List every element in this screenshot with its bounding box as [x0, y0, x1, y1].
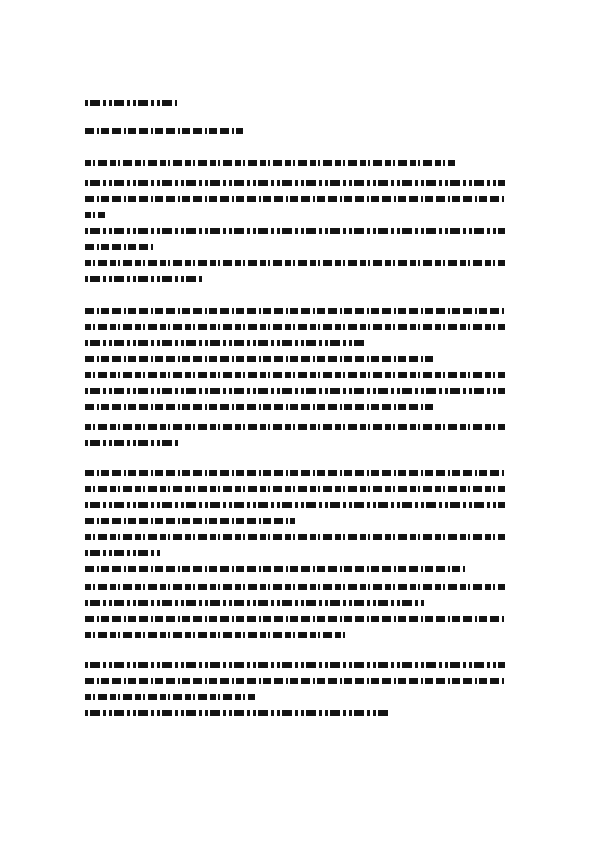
text-line	[85, 616, 505, 622]
text-line	[85, 632, 345, 638]
text-line	[85, 196, 505, 202]
text-line	[85, 550, 160, 556]
text-line	[85, 276, 205, 282]
text-line	[85, 518, 295, 524]
text-line	[85, 244, 155, 250]
text-line	[85, 534, 505, 540]
text-line	[85, 502, 505, 508]
text-line	[85, 404, 435, 410]
text-line	[85, 180, 505, 186]
text-line	[85, 440, 180, 446]
text-line	[85, 388, 505, 394]
text-line	[85, 308, 505, 314]
text-line	[85, 160, 455, 166]
text-line	[85, 678, 505, 684]
text-line	[85, 694, 255, 700]
text-line	[85, 324, 505, 330]
text-line	[85, 260, 505, 266]
heading-line-2	[85, 128, 243, 134]
text-line	[85, 470, 505, 476]
text-line	[85, 486, 505, 492]
text-line	[85, 424, 505, 430]
text-line	[85, 662, 505, 668]
text-line	[85, 584, 505, 590]
text-line	[85, 710, 390, 716]
text-line	[85, 372, 505, 378]
text-line	[85, 356, 435, 362]
text-line	[85, 228, 505, 234]
text-line	[85, 600, 425, 606]
text-line	[85, 212, 105, 218]
heading-line-1	[85, 100, 177, 106]
text-line	[85, 566, 465, 572]
text-line	[85, 340, 365, 346]
